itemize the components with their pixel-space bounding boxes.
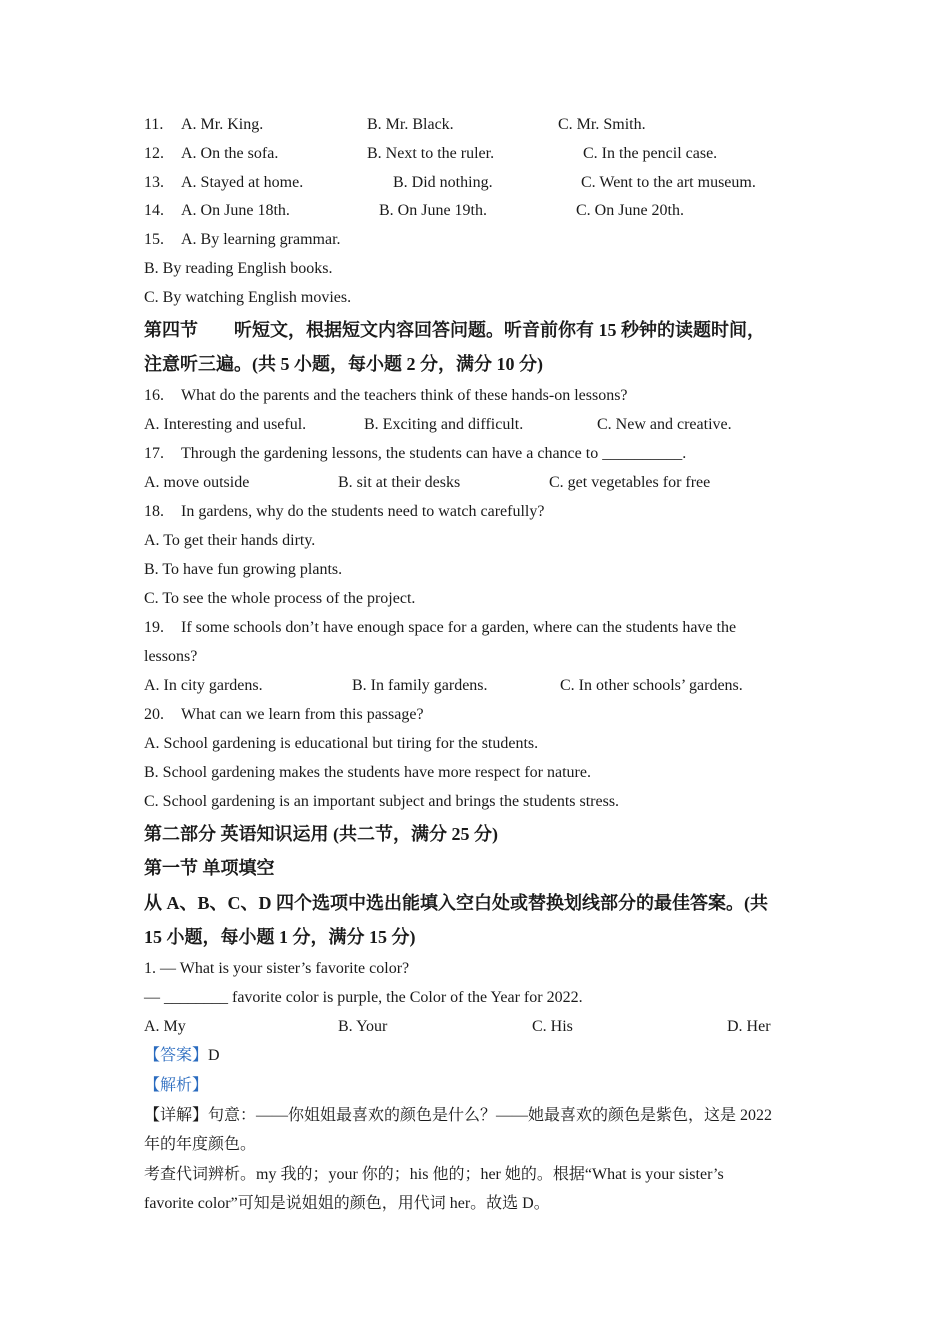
q14-option-a: A. On June 18th. xyxy=(181,202,290,219)
detail-line4: favorite color”可知是说姐姐的颜色，用代词 her。故选 D。 xyxy=(144,1195,550,1212)
q20-option-c: C. School gardening is an important subject and brings the students stress. xyxy=(144,793,620,810)
q15-number: 15. xyxy=(144,231,164,248)
q13-option-a: A. Stayed at home. xyxy=(181,174,304,191)
q13-option-b: B. Did nothing. xyxy=(393,174,493,191)
q17-number: 17. xyxy=(144,445,164,462)
q16-option-c: C. New and creative. xyxy=(597,416,732,433)
part2-instruction-line1: 从 A、B、C、D 四个选项中选出能填入空白处或替换划线部分的最佳答案。(共 xyxy=(144,893,768,913)
q18-question: In gardens, why do the students need to watch carefully? xyxy=(181,503,545,520)
q19-option-b: B. In family gardens. xyxy=(352,677,488,694)
q17-option-c: C. get vegetables for free xyxy=(549,474,711,491)
q17-option-a: A. move outside xyxy=(144,474,250,491)
q15-option-a: A. By learning grammar. xyxy=(181,231,341,248)
q11-number: 11. xyxy=(144,116,164,133)
part2-section1-title: 第一节 单项填空 xyxy=(144,858,275,878)
item1-option-b: B. Your xyxy=(338,1018,388,1035)
q20-question: What can we learn from this passage? xyxy=(181,706,424,723)
q20-option-a: A. School gardening is educational but tiring for the students. xyxy=(144,735,539,752)
item1-option-c: C. His xyxy=(532,1018,573,1035)
answer-line xyxy=(144,1046,220,1066)
section4-heading-line1: 第四节 听短文，根据短文内容回答问题。听音前你有 15 秒钟的读题时间， xyxy=(144,320,765,340)
q12-option-b: B. Next to the ruler. xyxy=(367,145,495,162)
q19-option-c: C. In other schools’ gardens. xyxy=(560,677,743,694)
q16-option-b: B. Exciting and difficult. xyxy=(364,416,524,433)
q11-option-a: A. Mr. King. xyxy=(181,116,264,133)
answer-value: D xyxy=(208,1047,220,1064)
q20-option-b: B. School gardening makes the students have more respect for nature. xyxy=(144,764,591,781)
q18-option-a: A. To get their hands dirty. xyxy=(144,532,316,549)
detail-line1: 【详解】句意：——你姐姐最喜欢的颜色是什么？——她最喜欢的颜色是紫色，这是 2022 xyxy=(144,1107,773,1124)
q14-option-b: B. On June 19th. xyxy=(379,202,487,219)
part2-title: 第二部分 英语知识运用 (共二节，满分 25 分) xyxy=(144,824,498,844)
q16-question: What do the parents and the teachers think of these hands-on lessons? xyxy=(181,387,628,404)
item1-option-a: A. My xyxy=(144,1018,186,1035)
q16-option-a: A. Interesting and useful. xyxy=(144,416,307,433)
q17-option-b: B. sit at their desks xyxy=(338,474,461,491)
part2-instruction-line2: 15 小题，每小题 1 分，满分 15 分) xyxy=(144,927,416,947)
q19-option-a: A. In city gardens. xyxy=(144,677,263,694)
q12-option-c: C. In the pencil case. xyxy=(583,145,718,162)
q18-option-b: B. To have fun growing plants. xyxy=(144,561,343,578)
q11-option-b: B. Mr. Black. xyxy=(367,116,454,133)
q19-question-line2: lessons? xyxy=(144,648,198,665)
detail-line3: 考查代词辨析。my 我的；your 你的；his 他的；her 她的。根据“What is your sister’s xyxy=(144,1166,724,1183)
q13-number: 13. xyxy=(144,174,164,191)
item1-question-line2: — ________ favorite color is purple, the Color of the Year for 2022. xyxy=(144,989,583,1006)
q12-option-a: A. On the sofa. xyxy=(181,145,279,162)
q18-option-c: C. To see the whole process of the project. xyxy=(144,590,416,607)
answer-label: 【答案】 xyxy=(144,1047,209,1064)
item1-option-d: D. Her xyxy=(727,1018,771,1035)
q11-option-c: C. Mr. Smith. xyxy=(558,116,646,133)
q18-number: 18. xyxy=(144,503,164,520)
q19-question-line1: If some schools don’t have enough space for a garden, where can the students have the xyxy=(181,619,737,636)
q19-number: 19. xyxy=(144,619,164,636)
q20-number: 20. xyxy=(144,706,164,723)
q17-question: Through the gardening lessons, the students can have a chance to __________. xyxy=(181,445,687,462)
item1-question-line1: 1. — What is your sister’s favorite color? xyxy=(144,960,410,977)
analysis-label: 【解析】 xyxy=(144,1077,209,1094)
q14-option-c: C. On June 20th. xyxy=(576,202,684,219)
detail-line2: 年的年度颜色。 xyxy=(144,1136,257,1153)
q15-option-c: C. By watching English movies. xyxy=(144,289,352,306)
section4-heading-line2: 注意听三遍。(共 5 小题，每小题 2 分，满分 10 分) xyxy=(144,354,543,374)
q12-number: 12. xyxy=(144,145,164,162)
q13-option-c: C. Went to the art museum. xyxy=(581,174,756,191)
q16-number: 16. xyxy=(144,387,164,404)
q14-number: 14. xyxy=(144,202,164,219)
q15-option-b: B. By reading English books. xyxy=(144,260,333,277)
